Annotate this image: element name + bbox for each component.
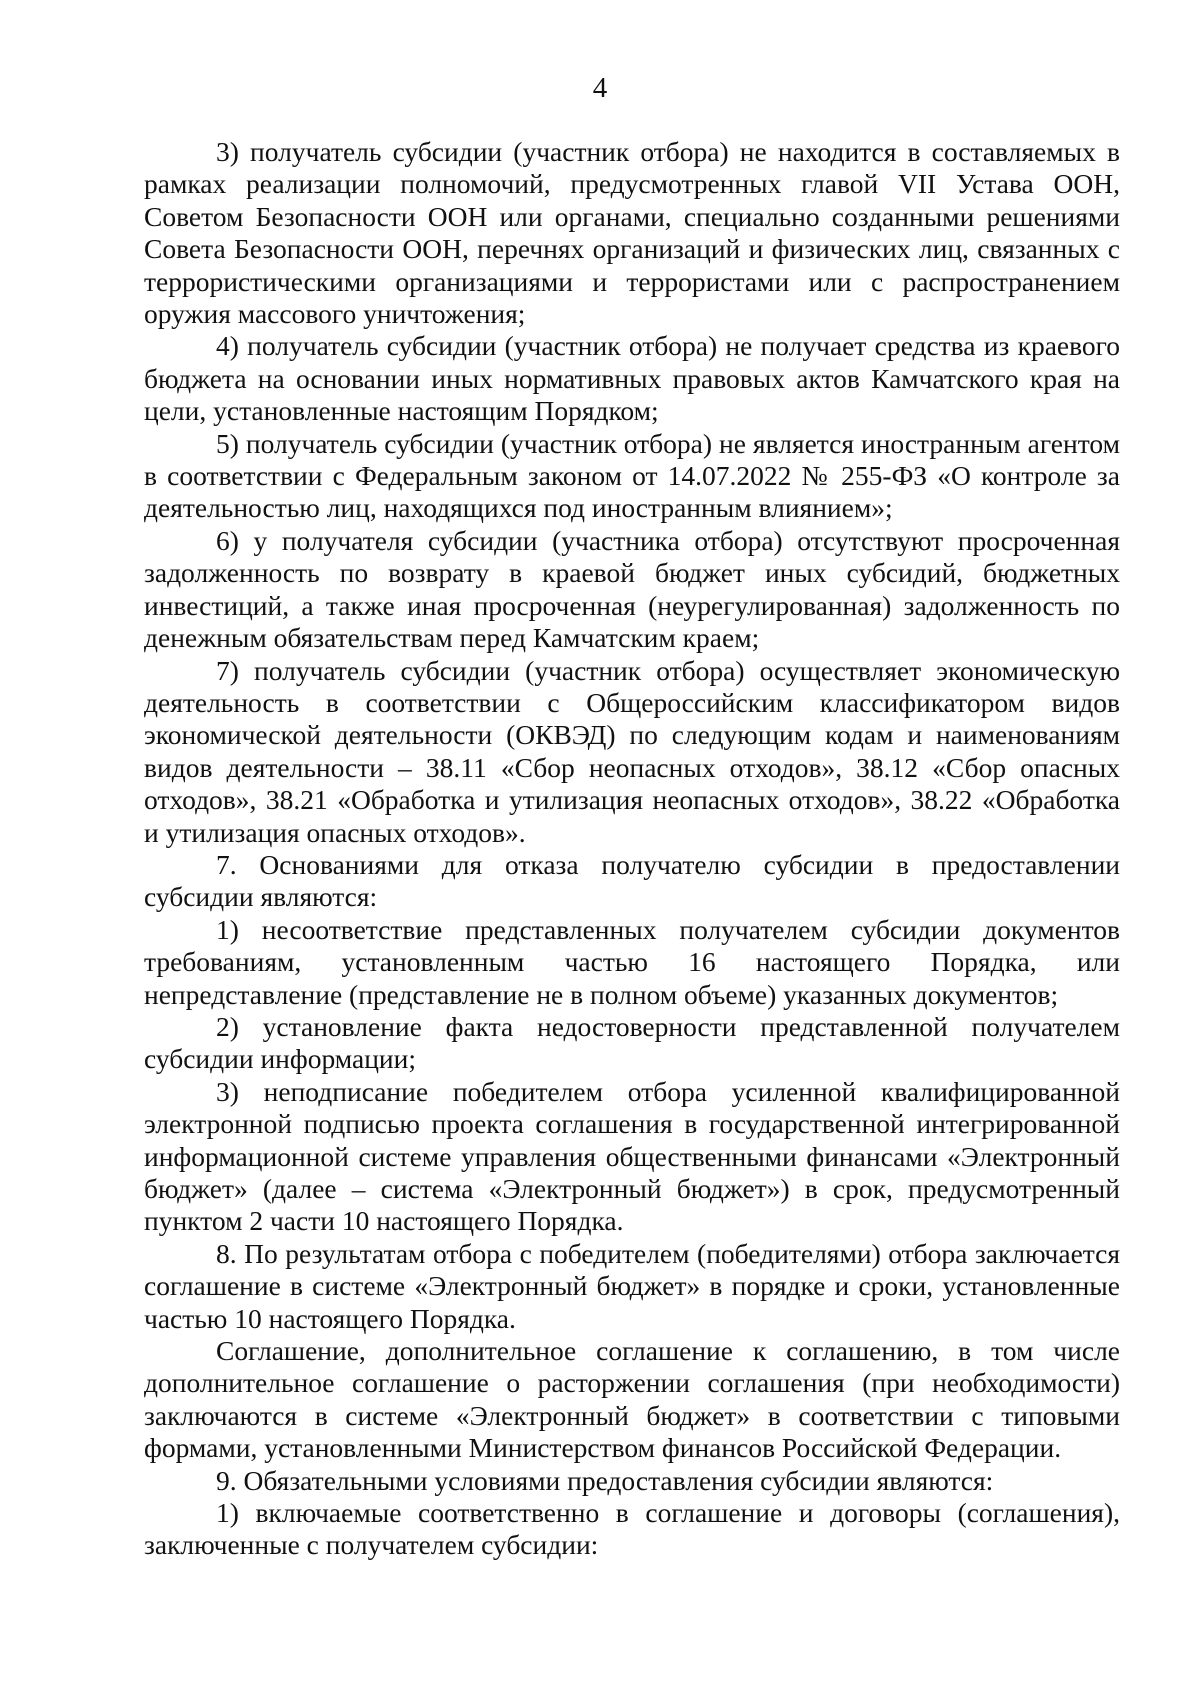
document-body xyxy=(144,136,1120,1562)
page-number: 4 xyxy=(592,72,608,104)
paragraph: Соглашение, дополнительное соглашение к соглашению, в том числе дополнительное соглашение о расторжении соглашения (при необходимости) заключаются в системе «Электронный бюджет» в соответствии с типовыми формами, установленными Министерством финансов Российской Федерации. xyxy=(144,1335,1120,1464)
paragraph: 6) у получателя субсидии (участника отбора) отсутствуют просроченная задолженность по возврату в краевой бюджет иных субсидий, бюджетных инвестиций, а также иная просроченная (неурегулированная) задолженность по денежным обязательствам перед Камчатским краем; xyxy=(144,524,1120,654)
paragraph: 2) установление факта недостоверности представленной получателем субсидии информации; xyxy=(144,1010,1120,1075)
paragraph: 5) получатель субсидии (участник отбора) не является иностранным агентом в соответствии с Федеральным законом от 14.07.2022 № 255-ФЗ «О контроле за деятельностью лиц, находящихся под иностранным влиянием»; xyxy=(144,427,1120,524)
paragraph: 7. Основаниями для отказа получателю субсидии в предоставлении субсидии являются: xyxy=(144,848,1120,913)
paragraph: 9. Обязательными условиями предоставления субсидии являются: xyxy=(216,1464,994,1496)
paragraph: 3) получатель субсидии (участник отбора) не находится в составляемых в рамках реализации полномочий, предусмотренных главой VII Устава ООН, Советом Безопасности ООН или органами, специально созданными решениями Совета Безопасности ООН, перечнях организаций и физических лиц, связанных с террористическими организациями и террористами или с распространением оружия массового уничтожения; xyxy=(144,136,1120,330)
paragraph: 1) несоответствие представленных получателем субсидии документов требованиям, установленным частью 16 настоящего Порядка, или непредставление (представление не в полном объеме) указанных документов; xyxy=(144,913,1120,1010)
paragraph: 3) неподписание победителем отбора усиленной квалифицированной электронной подписью проекта соглашения в государственной интегрированной информационной системе управления общественными финансами «Электронный бюджет» (далее – система «Электронный бюджет») в срок, предусмотренный пунктом 2 части 10 настоящего Порядка. xyxy=(144,1075,1120,1237)
paragraph: 1) включаемые соответственно в соглашение и договоры (соглашения), заключенные с получателем субсидии: xyxy=(144,1497,1120,1561)
paragraph: 8. По результатам отбора с победителем (победителями) отбора заключается соглашение в системе «Электронный бюджет» в порядке и сроки, установленные частью 10 настоящего Порядка. xyxy=(144,1237,1120,1334)
paragraph: 4) получатель субсидии (участник отбора) не получает средства из краевого бюджета на основании иных нормативных правовых актов Камчатского края на цели, установленные настоящим Порядком; xyxy=(144,330,1120,427)
paragraph: 7) получатель субсидии (участник отбора) осуществляет экономическую деятельность в соответствии с Общероссийским классификатором видов экономической деятельности (ОКВЭД) по следующим кодам и наименованиям видов деятельности – 38.11 «Сбор неопасных отходов», 38.12 «Сбор опасных отходов», 38.21 «Обработка и утилизация неопасных отходов», 38.22 «Обработка и утилизация опасных отходов». xyxy=(144,654,1120,848)
